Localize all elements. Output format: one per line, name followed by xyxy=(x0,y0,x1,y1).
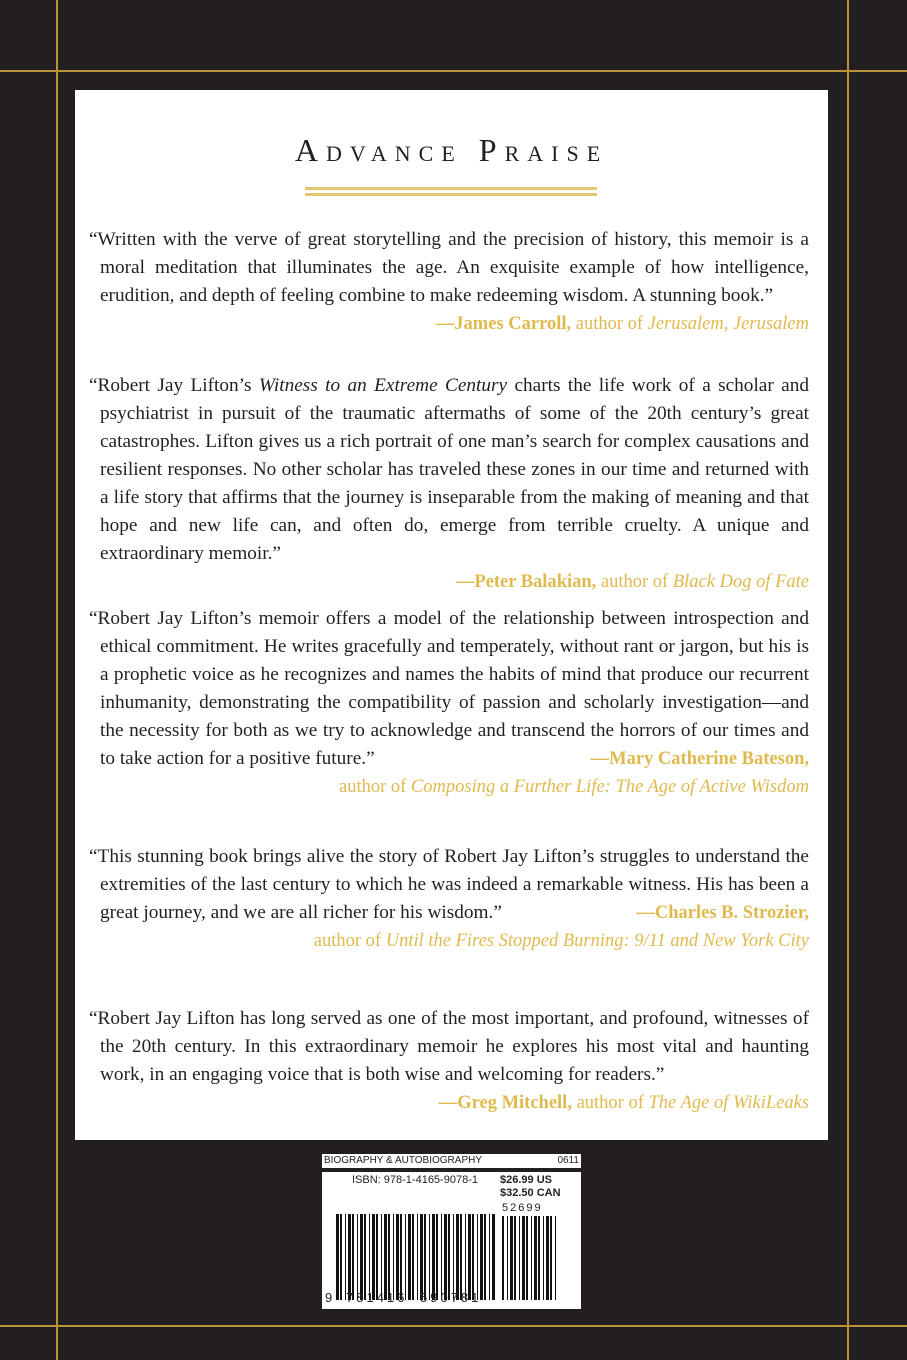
attribution-name: —Mary Catherine Bateson, xyxy=(590,749,809,769)
barcode-bar xyxy=(453,1214,454,1300)
barcode-bar xyxy=(376,1214,378,1300)
quote-text: “Robert Jay Lifton has long served as one of the most important, and profound, witnesses of the 20th century. In this extraordinary memoir he explores his most vital and haunting work, in an engaging voice that is both wise and welcoming for readers.” xyxy=(89,1008,809,1085)
barcode-bar xyxy=(480,1214,483,1300)
barcode-bar xyxy=(507,1216,508,1300)
attribution-role: author of xyxy=(575,314,644,334)
ean-right-digits: 590781 xyxy=(420,1290,482,1305)
frame-line-right xyxy=(847,0,849,1360)
isbn-text: ISBN: 978-1-4165-9078-1 xyxy=(352,1174,478,1186)
barcode-bar xyxy=(444,1214,447,1300)
barcode-bar xyxy=(408,1214,411,1300)
barcode-bar xyxy=(417,1214,418,1300)
quote-attribution xyxy=(89,927,809,955)
quote-attribution xyxy=(89,568,809,596)
barcode-bar xyxy=(531,1216,532,1300)
frame-line-left xyxy=(56,0,58,1360)
barcode-bar xyxy=(538,1216,540,1300)
barcode-bar xyxy=(492,1214,495,1300)
frame-line-bottom xyxy=(0,1325,907,1327)
attribution-name: —Peter Balakian, xyxy=(455,572,597,592)
barcode-bar xyxy=(484,1214,486,1300)
barcode-bar xyxy=(465,1214,466,1300)
quote-attribution xyxy=(89,310,809,338)
decorative-rule xyxy=(305,187,597,190)
attribution-role: author of xyxy=(338,777,407,797)
quote-5 xyxy=(89,1005,809,1117)
barcode-bar xyxy=(405,1214,406,1300)
barcode-bar xyxy=(393,1214,394,1300)
barcode-bar xyxy=(388,1214,390,1300)
quote-text: “This stunning book brings alive the story of Robert Jay Lifton’s struggles to understand the extremities of the last century to which he was indeed a remarkable witness. His has been a great journey, and we are all richer for his wisdom.” xyxy=(89,846,809,923)
barcode-bar xyxy=(514,1216,516,1300)
attribution-role: author of xyxy=(600,572,669,592)
barcode-bar xyxy=(555,1216,556,1300)
frame-line-top xyxy=(0,70,907,72)
barcode-bar xyxy=(522,1216,525,1300)
barcode-bar xyxy=(412,1214,414,1300)
quote-attribution xyxy=(89,1089,809,1117)
page-title: Advance Praise xyxy=(294,132,609,168)
barcode-bar xyxy=(372,1214,375,1300)
barcode-bar xyxy=(456,1214,459,1300)
attribution-role: author of xyxy=(313,931,382,951)
barcode-bars xyxy=(322,1172,581,1309)
attribution-name: —Charles B. Strozier, xyxy=(636,903,809,923)
attribution-name: —Greg Mitchell, xyxy=(438,1093,572,1113)
barcode-bar xyxy=(381,1214,382,1300)
barcode-bar xyxy=(424,1214,426,1300)
quote-text: “Written with the verve of great storytelling and the precision of history, this memoir is a moral meditation that illuminates the age. An exquisite example of how intelligence, erudition, and depth of feeling combine to make redeeming wisdom. A stunning book.” xyxy=(89,229,809,306)
barcode-bar xyxy=(336,1214,339,1300)
barcode-bar xyxy=(477,1214,478,1300)
barcode-bar xyxy=(468,1214,471,1300)
quote-2 xyxy=(89,372,809,596)
barcode-bar xyxy=(432,1214,435,1300)
barcode-bar xyxy=(436,1214,438,1300)
barcode-bar xyxy=(550,1216,552,1300)
category-label xyxy=(322,1154,581,1168)
barcode-bar xyxy=(510,1216,513,1300)
decorative-rule xyxy=(305,193,597,196)
price-can: $32.50 CAN xyxy=(500,1187,561,1199)
quote-text: “Robert Jay Lifton’s memoir offers a model of the relationship between introspection and ethical commitment. He writes gracefully and temperately, without rant or jargon, but his is a prophetic voice as he recognizes and names the habits of mind that produce our recurrent inhumanity, demonstrating the compatibility of passion and scholarly investigation—and the necessity for both as we try to acknowledge and transcend the horrors of our times and to take action for a positive future.” xyxy=(89,608,809,769)
attribution-work: The Age of WikiLeaks xyxy=(648,1093,809,1113)
barcode-bar xyxy=(352,1214,354,1300)
barcode-bar xyxy=(369,1214,370,1300)
barcode-bar xyxy=(345,1214,346,1300)
barcode-bar xyxy=(384,1214,387,1300)
barcode-bar xyxy=(364,1214,366,1300)
barcode-bar xyxy=(546,1216,549,1300)
barcode-bar xyxy=(357,1214,358,1300)
barcode-bar xyxy=(441,1214,442,1300)
barcode-bar xyxy=(429,1214,430,1300)
attribution-name: —James Carroll, xyxy=(435,314,572,334)
barcode-bar xyxy=(526,1216,528,1300)
category-code: 0611 xyxy=(557,1155,579,1166)
barcode-bar xyxy=(400,1214,402,1300)
barcode-bar xyxy=(396,1214,399,1300)
ean-first-digit: 9 xyxy=(325,1290,333,1305)
quote-1 xyxy=(89,226,809,338)
barcode-bar xyxy=(448,1214,450,1300)
quote-attribution xyxy=(89,773,809,801)
quote-4 xyxy=(89,843,809,955)
barcode-bar xyxy=(340,1214,342,1300)
barcode-bar xyxy=(348,1214,351,1300)
attribution-role: author of xyxy=(576,1093,644,1113)
praise-panel xyxy=(75,90,828,1140)
barcode-bar xyxy=(489,1214,490,1300)
attribution-work: Jerusalem, Jerusalem xyxy=(647,314,809,334)
barcode-bar xyxy=(543,1216,544,1300)
supplement-number: 52699 xyxy=(502,1202,543,1214)
attribution-work: Composing a Further Life: The Age of Active Wisdom xyxy=(410,777,809,797)
attribution-work: Until the Fires Stopped Burning: 9/11 and New York City xyxy=(385,931,809,951)
barcode-bar xyxy=(519,1216,520,1300)
barcode-bar xyxy=(502,1216,504,1300)
quote-3 xyxy=(89,605,809,801)
attribution-work: Black Dog of Fate xyxy=(672,572,809,592)
barcode-bar xyxy=(472,1214,474,1300)
barcode-bar xyxy=(420,1214,423,1300)
barcode-bar xyxy=(460,1214,462,1300)
barcode-bar xyxy=(534,1216,537,1300)
price-us: $26.99 US xyxy=(500,1174,552,1186)
quote-text: “Robert Jay Lifton’s Witness to an Extreme Century charts the life work of a scholar and psychiatrist in pursuit of the traumatic aftermaths of some of the 20th century’s great catastrophes. Lifton gives us a rich portrait of one man’s search for complex causations and resilient responses. No other scholar has traveled these zones in our time and returned with a life story that affirms that the journey is inseparable from the making of meaning and that hope and new life can, and often do, emerge from terrible cruelty. A unique and extraordinary memoir.” xyxy=(89,375,809,564)
ean-left-digits: 781416 xyxy=(346,1290,408,1305)
category-text: BIOGRAPHY & AUTOBIOGRAPHY xyxy=(324,1155,483,1166)
barcode xyxy=(322,1172,581,1309)
barcode-bar xyxy=(360,1214,363,1300)
